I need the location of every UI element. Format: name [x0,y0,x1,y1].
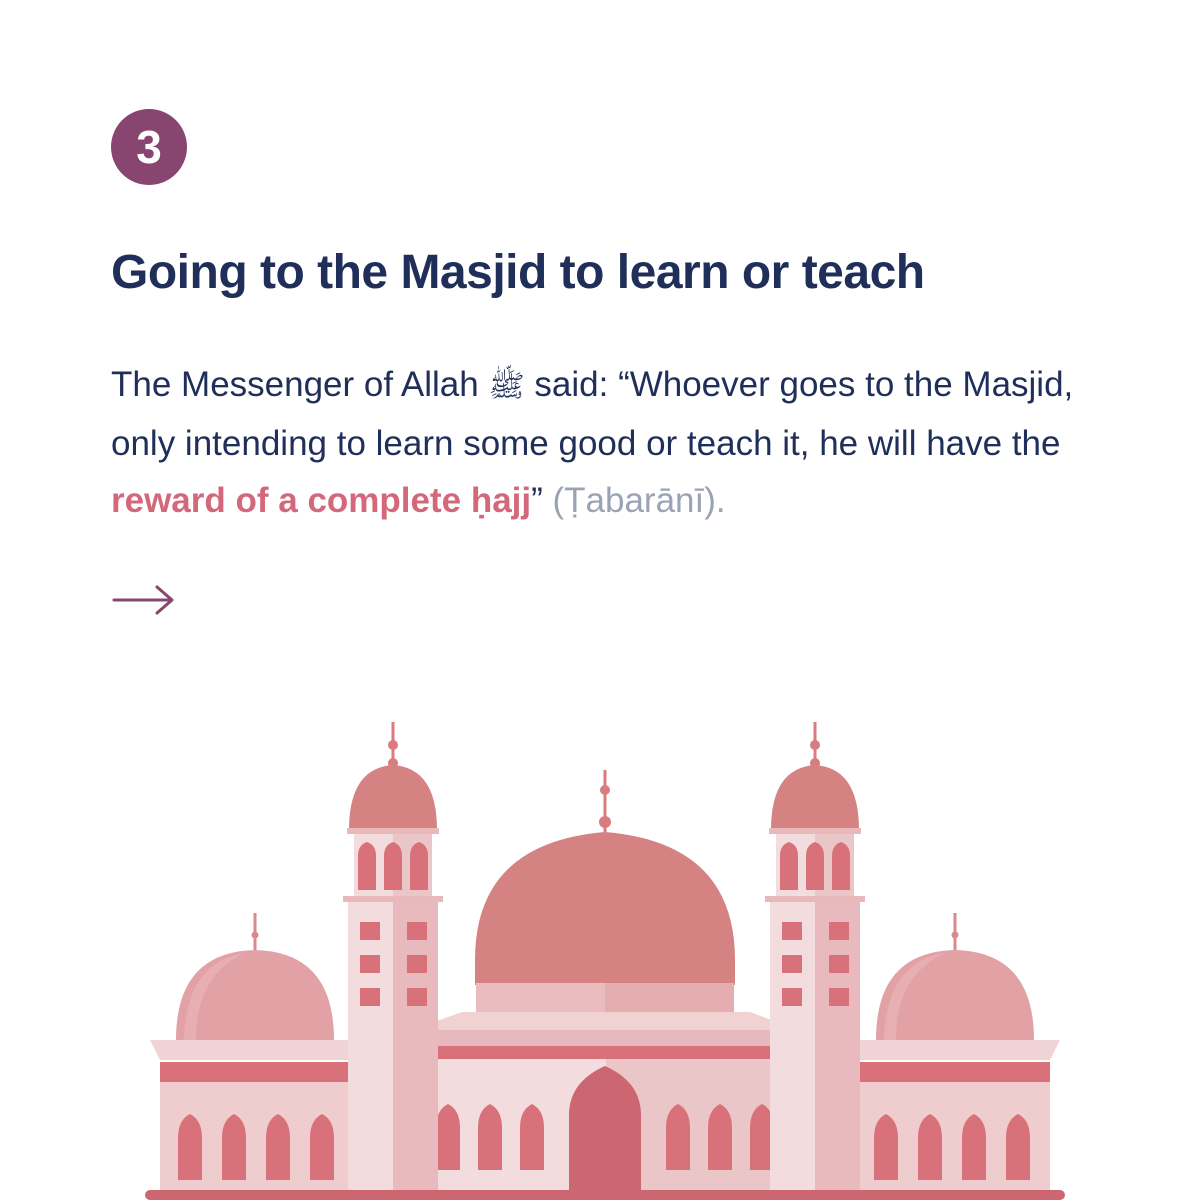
step-number-badge [111,109,187,185]
hadith-highlight: reward of a complete ḥajj [111,481,532,520]
salawat-honorific: ﷺ [488,370,525,403]
closing-quote: ” [531,481,543,520]
left-wing [150,1040,350,1190]
step-number: 3 [136,121,162,173]
right-minaret [765,722,865,1190]
left-small-dome [176,913,334,1040]
left-minaret [343,722,443,1190]
mosque-illustration [0,700,1200,1200]
arrow-right-icon[interactable] [111,580,177,620]
hadith-source: (Ṭabarānī) [542,481,716,520]
right-small-dome [876,913,1034,1040]
hadith-text [111,356,1101,529]
page-title: Going to the Masjid to learn or teach [111,246,925,299]
hadith-text-part2: said: “Whoever goes to the Masjid, only intending to learn some good or teach it, he will have the [111,365,1074,463]
hadith-period: . [715,481,726,520]
central-hall [412,770,798,1190]
hadith-text-part1: The Messenger of Allah [111,365,489,404]
right-wing [860,1040,1060,1190]
